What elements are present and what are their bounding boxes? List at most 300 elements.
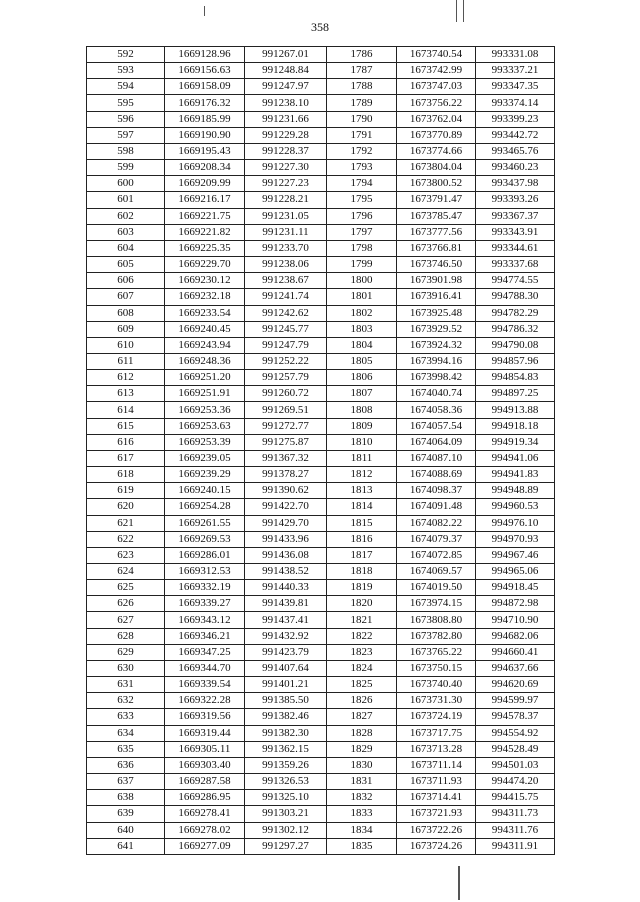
cell-point-number: 611 bbox=[87, 353, 165, 369]
cell-x-coordinate: 1669221.82 bbox=[165, 224, 245, 240]
cell-x-coordinate: 1669286.95 bbox=[165, 790, 245, 806]
cell-y-coordinate: 994976.10 bbox=[476, 515, 555, 531]
cell-point-number: 641 bbox=[87, 838, 165, 854]
cell-point-number: 1813 bbox=[327, 483, 397, 499]
cell-x-coordinate: 1673711.93 bbox=[397, 774, 476, 790]
cell-point-number: 1826 bbox=[327, 693, 397, 709]
cell-point-number: 1814 bbox=[327, 499, 397, 515]
cell-point-number: 1804 bbox=[327, 337, 397, 353]
cell-y-coordinate: 994620.69 bbox=[476, 677, 555, 693]
cell-x-coordinate: 1669322.28 bbox=[165, 693, 245, 709]
table-row bbox=[87, 240, 555, 256]
cell-x-coordinate: 1673808.80 bbox=[397, 612, 476, 628]
cell-point-number: 628 bbox=[87, 628, 165, 644]
cell-y-coordinate: 994311.76 bbox=[476, 822, 555, 838]
cell-point-number: 1835 bbox=[327, 838, 397, 854]
table-row bbox=[87, 208, 555, 224]
cell-x-coordinate: 1674058.36 bbox=[397, 402, 476, 418]
cell-point-number: 604 bbox=[87, 240, 165, 256]
cell-y-coordinate: 994637.66 bbox=[476, 660, 555, 676]
cell-point-number: 597 bbox=[87, 127, 165, 143]
cell-point-number: 1800 bbox=[327, 273, 397, 289]
cell-point-number: 608 bbox=[87, 305, 165, 321]
cell-x-coordinate: 1674098.37 bbox=[397, 483, 476, 499]
cell-y-coordinate: 993337.68 bbox=[476, 257, 555, 273]
cell-x-coordinate: 1669339.54 bbox=[165, 677, 245, 693]
table-row bbox=[87, 370, 555, 386]
cell-y-coordinate: 994918.18 bbox=[476, 418, 555, 434]
cell-point-number: 636 bbox=[87, 757, 165, 773]
coordinate-table bbox=[86, 46, 555, 855]
cell-point-number: 627 bbox=[87, 612, 165, 628]
cell-x-coordinate: 1669278.41 bbox=[165, 806, 245, 822]
cell-point-number: 640 bbox=[87, 822, 165, 838]
table-row bbox=[87, 450, 555, 466]
cell-y-coordinate: 993460.23 bbox=[476, 160, 555, 176]
cell-x-coordinate: 1674057.54 bbox=[397, 418, 476, 434]
cell-x-coordinate: 1674088.69 bbox=[397, 467, 476, 483]
cell-x-coordinate: 1673731.30 bbox=[397, 693, 476, 709]
cell-x-coordinate: 1669190.90 bbox=[165, 127, 245, 143]
cell-point-number: 638 bbox=[87, 790, 165, 806]
cell-point-number: 632 bbox=[87, 693, 165, 709]
cell-point-number: 596 bbox=[87, 111, 165, 127]
cell-point-number: 617 bbox=[87, 450, 165, 466]
cell-x-coordinate: 1669286.01 bbox=[165, 547, 245, 563]
cell-point-number: 1815 bbox=[327, 515, 397, 531]
cell-y-coordinate: 994788.30 bbox=[476, 289, 555, 305]
table-row bbox=[87, 790, 555, 806]
cell-point-number: 1790 bbox=[327, 111, 397, 127]
cell-y-coordinate: 993442.72 bbox=[476, 127, 555, 143]
cell-y-coordinate: 993331.08 bbox=[476, 47, 555, 63]
cell-x-coordinate: 1669305.11 bbox=[165, 741, 245, 757]
cell-y-coordinate: 994682.06 bbox=[476, 628, 555, 644]
cell-point-number: 1825 bbox=[327, 677, 397, 693]
cell-x-coordinate: 1669229.70 bbox=[165, 257, 245, 273]
cell-point-number: 635 bbox=[87, 741, 165, 757]
scan-mark-top-right-2 bbox=[463, 0, 464, 22]
cell-point-number: 592 bbox=[87, 47, 165, 63]
cell-y-coordinate: 991267.01 bbox=[245, 47, 327, 63]
cell-point-number: 1816 bbox=[327, 531, 397, 547]
table-row bbox=[87, 547, 555, 563]
cell-x-coordinate: 1669339.27 bbox=[165, 596, 245, 612]
cell-y-coordinate: 991269.51 bbox=[245, 402, 327, 418]
table-row bbox=[87, 79, 555, 95]
cell-y-coordinate: 994872.98 bbox=[476, 596, 555, 612]
cell-x-coordinate: 1673747.03 bbox=[397, 79, 476, 95]
cell-x-coordinate: 1673714.41 bbox=[397, 790, 476, 806]
cell-y-coordinate: 991407.64 bbox=[245, 660, 327, 676]
cell-y-coordinate: 993347.35 bbox=[476, 79, 555, 95]
coordinate-table-body bbox=[87, 47, 555, 855]
cell-x-coordinate: 1669332.19 bbox=[165, 580, 245, 596]
table-row bbox=[87, 628, 555, 644]
cell-x-coordinate: 1674072.85 bbox=[397, 547, 476, 563]
cell-point-number: 637 bbox=[87, 774, 165, 790]
cell-y-coordinate: 994311.91 bbox=[476, 838, 555, 854]
table-row bbox=[87, 63, 555, 79]
cell-x-coordinate: 1673901.98 bbox=[397, 273, 476, 289]
table-row bbox=[87, 418, 555, 434]
cell-point-number: 599 bbox=[87, 160, 165, 176]
cell-x-coordinate: 1673994.16 bbox=[397, 353, 476, 369]
cell-point-number: 1818 bbox=[327, 564, 397, 580]
cell-x-coordinate: 1673777.56 bbox=[397, 224, 476, 240]
cell-point-number: 1787 bbox=[327, 63, 397, 79]
cell-point-number: 1802 bbox=[327, 305, 397, 321]
cell-y-coordinate: 991297.27 bbox=[245, 838, 327, 854]
cell-y-coordinate: 991247.97 bbox=[245, 79, 327, 95]
cell-y-coordinate: 991257.79 bbox=[245, 370, 327, 386]
cell-point-number: 1830 bbox=[327, 757, 397, 773]
cell-point-number: 625 bbox=[87, 580, 165, 596]
cell-x-coordinate: 1673974.15 bbox=[397, 596, 476, 612]
table-row bbox=[87, 192, 555, 208]
cell-x-coordinate: 1674082.22 bbox=[397, 515, 476, 531]
cell-y-coordinate: 991440.33 bbox=[245, 580, 327, 596]
cell-y-coordinate: 991439.81 bbox=[245, 596, 327, 612]
cell-point-number: 1831 bbox=[327, 774, 397, 790]
cell-x-coordinate: 1669239.05 bbox=[165, 450, 245, 466]
table-row bbox=[87, 160, 555, 176]
table-row bbox=[87, 127, 555, 143]
cell-x-coordinate: 1673740.40 bbox=[397, 677, 476, 693]
cell-point-number: 629 bbox=[87, 644, 165, 660]
cell-x-coordinate: 1673762.04 bbox=[397, 111, 476, 127]
cell-y-coordinate: 994554.92 bbox=[476, 725, 555, 741]
cell-point-number: 1823 bbox=[327, 644, 397, 660]
cell-x-coordinate: 1673791.47 bbox=[397, 192, 476, 208]
cell-y-coordinate: 991241.74 bbox=[245, 289, 327, 305]
table-row bbox=[87, 596, 555, 612]
table-row bbox=[87, 677, 555, 693]
cell-y-coordinate: 991422.70 bbox=[245, 499, 327, 515]
cell-x-coordinate: 1673721.93 bbox=[397, 806, 476, 822]
cell-point-number: 593 bbox=[87, 63, 165, 79]
cell-point-number: 1833 bbox=[327, 806, 397, 822]
cell-x-coordinate: 1669287.58 bbox=[165, 774, 245, 790]
cell-x-coordinate: 1669346.21 bbox=[165, 628, 245, 644]
cell-point-number: 614 bbox=[87, 402, 165, 418]
cell-y-coordinate: 991390.62 bbox=[245, 483, 327, 499]
table-row bbox=[87, 757, 555, 773]
cell-point-number: 1819 bbox=[327, 580, 397, 596]
cell-x-coordinate: 1669209.99 bbox=[165, 176, 245, 192]
cell-point-number: 1794 bbox=[327, 176, 397, 192]
cell-y-coordinate: 994501.03 bbox=[476, 757, 555, 773]
cell-point-number: 1803 bbox=[327, 321, 397, 337]
table-row bbox=[87, 176, 555, 192]
cell-y-coordinate: 993393.26 bbox=[476, 192, 555, 208]
cell-x-coordinate: 1673722.26 bbox=[397, 822, 476, 838]
cell-point-number: 1809 bbox=[327, 418, 397, 434]
cell-point-number: 1789 bbox=[327, 95, 397, 111]
cell-point-number: 615 bbox=[87, 418, 165, 434]
cell-x-coordinate: 1673742.99 bbox=[397, 63, 476, 79]
cell-y-coordinate: 991272.77 bbox=[245, 418, 327, 434]
cell-point-number: 620 bbox=[87, 499, 165, 515]
table-row bbox=[87, 499, 555, 515]
cell-x-coordinate: 1669312.53 bbox=[165, 564, 245, 580]
cell-y-coordinate: 991433.96 bbox=[245, 531, 327, 547]
cell-y-coordinate: 994918.45 bbox=[476, 580, 555, 596]
cell-x-coordinate: 1669240.15 bbox=[165, 483, 245, 499]
cell-x-coordinate: 1674019.50 bbox=[397, 580, 476, 596]
cell-y-coordinate: 994965.06 bbox=[476, 564, 555, 580]
table-row bbox=[87, 305, 555, 321]
cell-y-coordinate: 991362.15 bbox=[245, 741, 327, 757]
cell-point-number: 1824 bbox=[327, 660, 397, 676]
cell-x-coordinate: 1669253.39 bbox=[165, 434, 245, 450]
cell-x-coordinate: 1673746.50 bbox=[397, 257, 476, 273]
cell-point-number: 1812 bbox=[327, 467, 397, 483]
cell-x-coordinate: 1673756.22 bbox=[397, 95, 476, 111]
cell-y-coordinate: 991233.70 bbox=[245, 240, 327, 256]
cell-y-coordinate: 991382.46 bbox=[245, 709, 327, 725]
cell-y-coordinate: 994528.49 bbox=[476, 741, 555, 757]
cell-y-coordinate: 991325.10 bbox=[245, 790, 327, 806]
cell-x-coordinate: 1673770.89 bbox=[397, 127, 476, 143]
cell-y-coordinate: 994913.88 bbox=[476, 402, 555, 418]
cell-point-number: 1829 bbox=[327, 741, 397, 757]
table-row bbox=[87, 353, 555, 369]
table-row bbox=[87, 289, 555, 305]
cell-point-number: 1798 bbox=[327, 240, 397, 256]
table-row bbox=[87, 612, 555, 628]
cell-x-coordinate: 1669319.44 bbox=[165, 725, 245, 741]
cell-point-number: 607 bbox=[87, 289, 165, 305]
cell-y-coordinate: 991432.92 bbox=[245, 628, 327, 644]
table-row bbox=[87, 838, 555, 854]
cell-y-coordinate: 991231.66 bbox=[245, 111, 327, 127]
cell-x-coordinate: 1673916.41 bbox=[397, 289, 476, 305]
table-row bbox=[87, 580, 555, 596]
cell-x-coordinate: 1669195.43 bbox=[165, 143, 245, 159]
cell-x-coordinate: 1669158.09 bbox=[165, 79, 245, 95]
cell-x-coordinate: 1673929.52 bbox=[397, 321, 476, 337]
cell-y-coordinate: 991275.87 bbox=[245, 434, 327, 450]
cell-y-coordinate: 991228.37 bbox=[245, 143, 327, 159]
cell-point-number: 1820 bbox=[327, 596, 397, 612]
table-row bbox=[87, 822, 555, 838]
cell-x-coordinate: 1669248.36 bbox=[165, 353, 245, 369]
cell-point-number: 622 bbox=[87, 531, 165, 547]
cell-y-coordinate: 994854.83 bbox=[476, 370, 555, 386]
cell-point-number: 1827 bbox=[327, 709, 397, 725]
cell-y-coordinate: 991231.11 bbox=[245, 224, 327, 240]
table-row bbox=[87, 95, 555, 111]
cell-point-number: 609 bbox=[87, 321, 165, 337]
cell-y-coordinate: 994599.97 bbox=[476, 693, 555, 709]
cell-y-coordinate: 994786.32 bbox=[476, 321, 555, 337]
scan-mark-top-right-1 bbox=[456, 0, 457, 22]
cell-y-coordinate: 994710.90 bbox=[476, 612, 555, 628]
cell-point-number: 1811 bbox=[327, 450, 397, 466]
cell-x-coordinate: 1673785.47 bbox=[397, 208, 476, 224]
cell-y-coordinate: 994782.29 bbox=[476, 305, 555, 321]
cell-point-number: 1808 bbox=[327, 402, 397, 418]
cell-y-coordinate: 991437.41 bbox=[245, 612, 327, 628]
cell-y-coordinate: 991231.05 bbox=[245, 208, 327, 224]
cell-point-number: 630 bbox=[87, 660, 165, 676]
cell-point-number: 594 bbox=[87, 79, 165, 95]
table-row bbox=[87, 386, 555, 402]
cell-x-coordinate: 1669269.53 bbox=[165, 531, 245, 547]
cell-y-coordinate: 991238.10 bbox=[245, 95, 327, 111]
cell-y-coordinate: 991227.30 bbox=[245, 160, 327, 176]
cell-x-coordinate: 1669277.09 bbox=[165, 838, 245, 854]
cell-x-coordinate: 1669208.34 bbox=[165, 160, 245, 176]
table-row bbox=[87, 709, 555, 725]
cell-x-coordinate: 1669253.36 bbox=[165, 402, 245, 418]
cell-x-coordinate: 1674087.10 bbox=[397, 450, 476, 466]
cell-point-number: 603 bbox=[87, 224, 165, 240]
cell-point-number: 616 bbox=[87, 434, 165, 450]
cell-x-coordinate: 1673713.28 bbox=[397, 741, 476, 757]
cell-y-coordinate: 994474.20 bbox=[476, 774, 555, 790]
cell-x-coordinate: 1669128.96 bbox=[165, 47, 245, 63]
cell-y-coordinate: 991302.12 bbox=[245, 822, 327, 838]
table-row bbox=[87, 660, 555, 676]
cell-y-coordinate: 991248.84 bbox=[245, 63, 327, 79]
cell-y-coordinate: 993399.23 bbox=[476, 111, 555, 127]
cell-y-coordinate: 994578.37 bbox=[476, 709, 555, 725]
cell-point-number: 1799 bbox=[327, 257, 397, 273]
cell-y-coordinate: 993337.21 bbox=[476, 63, 555, 79]
cell-point-number: 1796 bbox=[327, 208, 397, 224]
cell-y-coordinate: 994790.08 bbox=[476, 337, 555, 353]
cell-point-number: 1795 bbox=[327, 192, 397, 208]
cell-y-coordinate: 991423.79 bbox=[245, 644, 327, 660]
cell-y-coordinate: 991326.53 bbox=[245, 774, 327, 790]
cell-y-coordinate: 994970.93 bbox=[476, 531, 555, 547]
cell-x-coordinate: 1669344.70 bbox=[165, 660, 245, 676]
cell-x-coordinate: 1669156.63 bbox=[165, 63, 245, 79]
cell-x-coordinate: 1669251.20 bbox=[165, 370, 245, 386]
cell-point-number: 631 bbox=[87, 677, 165, 693]
cell-x-coordinate: 1674040.74 bbox=[397, 386, 476, 402]
cell-x-coordinate: 1669261.55 bbox=[165, 515, 245, 531]
cell-y-coordinate: 991228.21 bbox=[245, 192, 327, 208]
cell-point-number: 601 bbox=[87, 192, 165, 208]
cell-y-coordinate: 994415.75 bbox=[476, 790, 555, 806]
cell-point-number: 623 bbox=[87, 547, 165, 563]
cell-point-number: 618 bbox=[87, 467, 165, 483]
table-row bbox=[87, 434, 555, 450]
scan-mark-top-left bbox=[204, 6, 205, 16]
cell-point-number: 626 bbox=[87, 596, 165, 612]
cell-y-coordinate: 991382.30 bbox=[245, 725, 327, 741]
table-row bbox=[87, 693, 555, 709]
cell-x-coordinate: 1669233.54 bbox=[165, 305, 245, 321]
cell-y-coordinate: 994941.83 bbox=[476, 467, 555, 483]
table-row bbox=[87, 321, 555, 337]
cell-y-coordinate: 993344.61 bbox=[476, 240, 555, 256]
cell-y-coordinate: 991247.79 bbox=[245, 337, 327, 353]
cell-x-coordinate: 1669319.56 bbox=[165, 709, 245, 725]
table-row bbox=[87, 224, 555, 240]
cell-x-coordinate: 1669216.17 bbox=[165, 192, 245, 208]
table-row bbox=[87, 143, 555, 159]
cell-x-coordinate: 1669253.63 bbox=[165, 418, 245, 434]
cell-y-coordinate: 991260.72 bbox=[245, 386, 327, 402]
cell-y-coordinate: 994941.06 bbox=[476, 450, 555, 466]
cell-y-coordinate: 993374.14 bbox=[476, 95, 555, 111]
cell-point-number: 633 bbox=[87, 709, 165, 725]
cell-y-coordinate: 991367.32 bbox=[245, 450, 327, 466]
page-number: 358 bbox=[311, 20, 329, 34]
cell-point-number: 1822 bbox=[327, 628, 397, 644]
table-row bbox=[87, 483, 555, 499]
table-row bbox=[87, 725, 555, 741]
cell-point-number: 1821 bbox=[327, 612, 397, 628]
cell-x-coordinate: 1669239.29 bbox=[165, 467, 245, 483]
cell-point-number: 605 bbox=[87, 257, 165, 273]
cell-y-coordinate: 993367.37 bbox=[476, 208, 555, 224]
cell-point-number: 598 bbox=[87, 143, 165, 159]
cell-x-coordinate: 1673925.48 bbox=[397, 305, 476, 321]
cell-x-coordinate: 1673800.52 bbox=[397, 176, 476, 192]
cell-point-number: 1786 bbox=[327, 47, 397, 63]
cell-x-coordinate: 1669303.40 bbox=[165, 757, 245, 773]
cell-point-number: 1832 bbox=[327, 790, 397, 806]
cell-x-coordinate: 1669221.75 bbox=[165, 208, 245, 224]
table-row bbox=[87, 531, 555, 547]
cell-x-coordinate: 1669176.32 bbox=[165, 95, 245, 111]
cell-y-coordinate: 991242.62 bbox=[245, 305, 327, 321]
table-row bbox=[87, 273, 555, 289]
cell-x-coordinate: 1669240.45 bbox=[165, 321, 245, 337]
table-row bbox=[87, 257, 555, 273]
cell-y-coordinate: 991238.67 bbox=[245, 273, 327, 289]
cell-x-coordinate: 1673924.32 bbox=[397, 337, 476, 353]
cell-point-number: 619 bbox=[87, 483, 165, 499]
cell-point-number: 600 bbox=[87, 176, 165, 192]
cell-y-coordinate: 994919.34 bbox=[476, 434, 555, 450]
table-row bbox=[87, 774, 555, 790]
cell-point-number: 1806 bbox=[327, 370, 397, 386]
cell-y-coordinate: 991303.21 bbox=[245, 806, 327, 822]
cell-y-coordinate: 994660.41 bbox=[476, 644, 555, 660]
cell-x-coordinate: 1673717.75 bbox=[397, 725, 476, 741]
cell-x-coordinate: 1673774.66 bbox=[397, 143, 476, 159]
cell-y-coordinate: 994967.46 bbox=[476, 547, 555, 563]
cell-x-coordinate: 1673804.04 bbox=[397, 160, 476, 176]
cell-x-coordinate: 1673724.19 bbox=[397, 709, 476, 725]
cell-y-coordinate: 993343.91 bbox=[476, 224, 555, 240]
table-row bbox=[87, 806, 555, 822]
cell-y-coordinate: 991429.70 bbox=[245, 515, 327, 531]
cell-point-number: 602 bbox=[87, 208, 165, 224]
cell-y-coordinate: 994960.53 bbox=[476, 499, 555, 515]
table-row bbox=[87, 644, 555, 660]
cell-y-coordinate: 994311.73 bbox=[476, 806, 555, 822]
cell-y-coordinate: 991378.27 bbox=[245, 467, 327, 483]
cell-x-coordinate: 1674069.57 bbox=[397, 564, 476, 580]
table-row bbox=[87, 337, 555, 353]
cell-y-coordinate: 991229.28 bbox=[245, 127, 327, 143]
cell-point-number: 634 bbox=[87, 725, 165, 741]
cell-y-coordinate: 993465.76 bbox=[476, 143, 555, 159]
cell-y-coordinate: 994857.96 bbox=[476, 353, 555, 369]
table-row bbox=[87, 402, 555, 418]
table-row bbox=[87, 467, 555, 483]
cell-point-number: 612 bbox=[87, 370, 165, 386]
cell-point-number: 1793 bbox=[327, 160, 397, 176]
cell-point-number: 621 bbox=[87, 515, 165, 531]
